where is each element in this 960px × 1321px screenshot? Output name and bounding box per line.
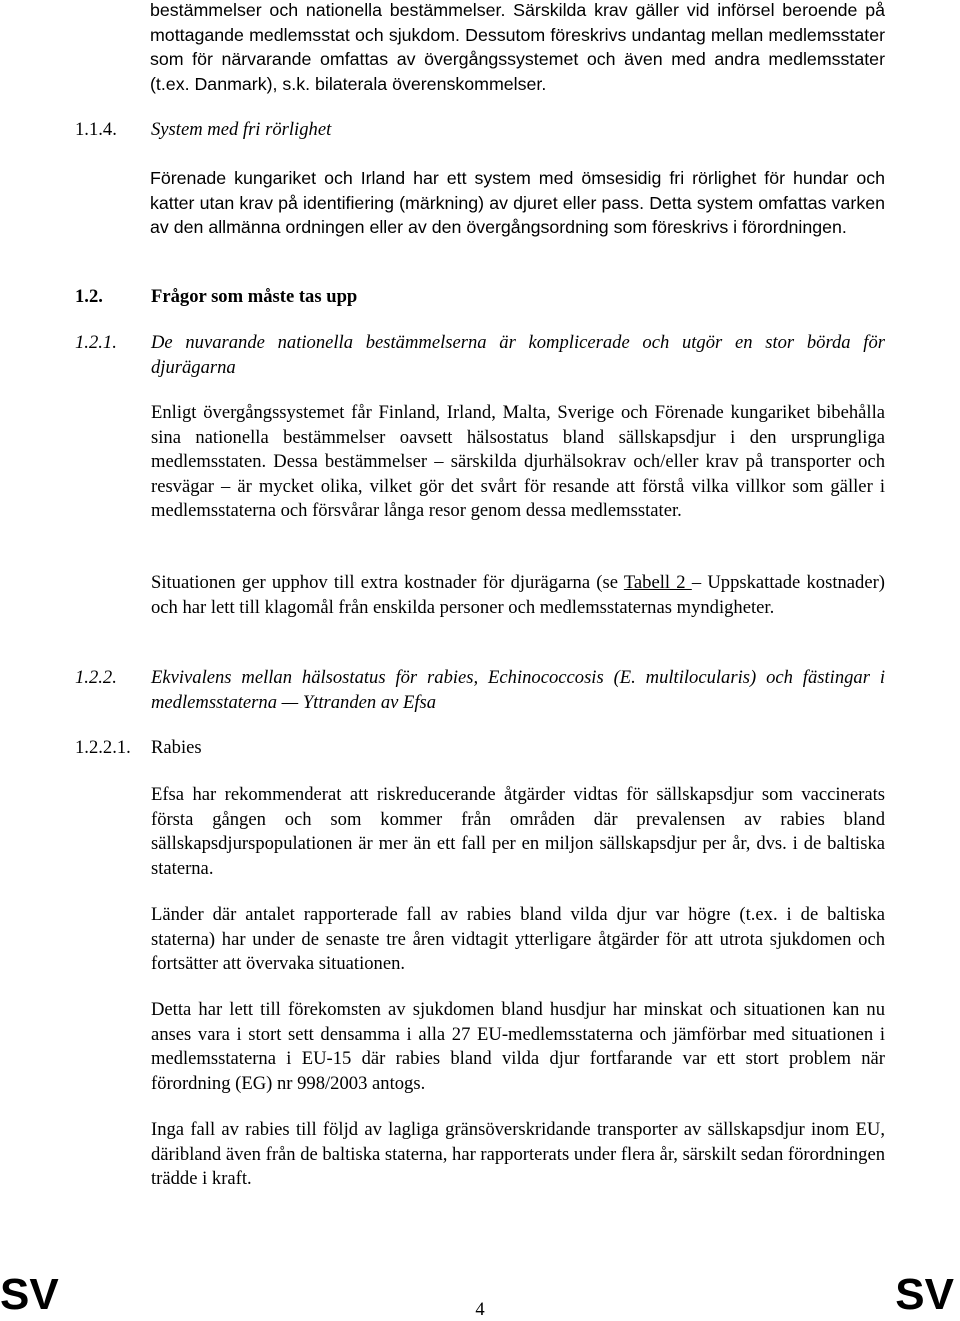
section-1-1-4-number: 1.1.4.	[75, 119, 117, 140]
table-2-link[interactable]: Tabell 2	[623, 572, 692, 593]
section-1-2-2-1-number: 1.2.2.1.	[75, 737, 131, 758]
para2-text-end: – Uppskattade kostnader) och har lett till klagomål från enskilda personer och medlemsstaternas myndigheter.	[151, 572, 885, 618]
section-1-1-4-para1: Förenade kungariket och Irland har ett system med ömsesidig fri rörlighet för hundar och katter utan krav på identifiering (märkning) av djuret eller pass.	[150, 168, 885, 213]
section-1-2-2-1-para3: Detta har lett till förekomsten av sjukdomen bland husdjur har minskat och situationen kan nu anses vara i stort sett densamma i alla 27 EU-medlemsstaterna och jämförbar med situationen i medlemsstaterna i EU-15 där rabies bland vilda djur fortfarande var ett stort problem när förordning (EG) nr 998/2003 antogs.	[151, 999, 885, 1094]
section-1-2-2-1-title: Rabies	[151, 737, 202, 758]
para2-text-start: Situationen ger upphov till extra kostnader för djurägarna (se	[151, 572, 624, 593]
section-1-2-2-1-para2: Länder där antalet rapporterade fall av rabies bland vilda djur var högre (t.ex. i de baltiska staterna) har under de senaste tre åren vidtagit ytterligare åtgärder för att utrota sjukdomen och fortsätter att övervaka situationen.	[151, 904, 885, 975]
intro-paragraph: bestämmelser och nationella bestämmelser. Särskilda krav gäller vid införsel beroende på mottagande medlemsstat och sjukdom. Dessutom föreskrivs undantag mellan medlemsstater som för närvarande omfattas av övergångssystemet och även med andra medlemsstater (t.ex. Danmark), s.k. bilaterala överenskommelser.	[150, 0, 885, 94]
section-1-2-1-title: De nuvarande nationella bestämmelserna är komplicerade och utgör en stor börda för djurägarna	[151, 332, 885, 378]
section-1-2-2-1-para4: Inga fall av rabies till följd av lagliga gränsöverskridande transporter av sällskapsdjur inom EU, däribland även från de baltiska staterna, har rapporterats under flera år, särskilt sedan förordningen trädde i kraft.	[151, 1119, 885, 1190]
section-1-2-1-para2	[151, 571, 885, 620]
section-1-2-2-1-para1: Efsa har rekommenderat att riskreducerande åtgärder vidtas för sällskapsdjur som vaccinerats första gången och som kommer från områden där prevalensen av rabies bland sällskapsdjurspopulationen är mer än ett fall per en miljon sällskapsdjur per år, dvs. i de baltiska staterna.	[151, 784, 885, 879]
section-1-2-title: Frågor som måste tas upp	[151, 286, 358, 307]
page-number: 4	[475, 1299, 485, 1320]
section-1-2-number: 1.2.	[75, 286, 103, 307]
section-1-2-1-para1: Enligt övergångssystemet får Finland, Irland, Malta, Sverige och Förenade kungariket bibehålla sina nationella bestämmelser oavsett hälsostatus bland sällskapsdjur i den ursprungliga medlemsstaten. Dessa bestämmelser – särskilda djurhälsokrav och/eller krav på transporter och resvägar – är mycket olika, vilket gör det svårt för resande att förstå vilka villkor som gäller i medlemsstaterna och försvårar långa resor genom dessa medlemsstater.	[151, 402, 885, 522]
section-1-2-2-title: Ekvivalens mellan hälsostatus för rabies, Echinococcosis (E. multilocularis) och fästingar i medlemsstaterna — Yttranden av Efsa	[151, 667, 885, 713]
section-1-1-4-para2: Detta system omfattas varken av den allmänna ordningen eller av den övergångsordning som föreskrivs i förordningen.	[150, 192, 885, 238]
section-1-2-1-number: 1.2.1.	[75, 332, 117, 353]
section-1-1-4-body	[150, 166, 885, 240]
footer-language-left: SV	[0, 1270, 59, 1319]
footer-language-right: SV	[895, 1270, 954, 1319]
section-1-2-2-number: 1.2.2.	[75, 667, 117, 688]
section-1-1-4-title: System med fri rörlighet	[151, 119, 332, 140]
